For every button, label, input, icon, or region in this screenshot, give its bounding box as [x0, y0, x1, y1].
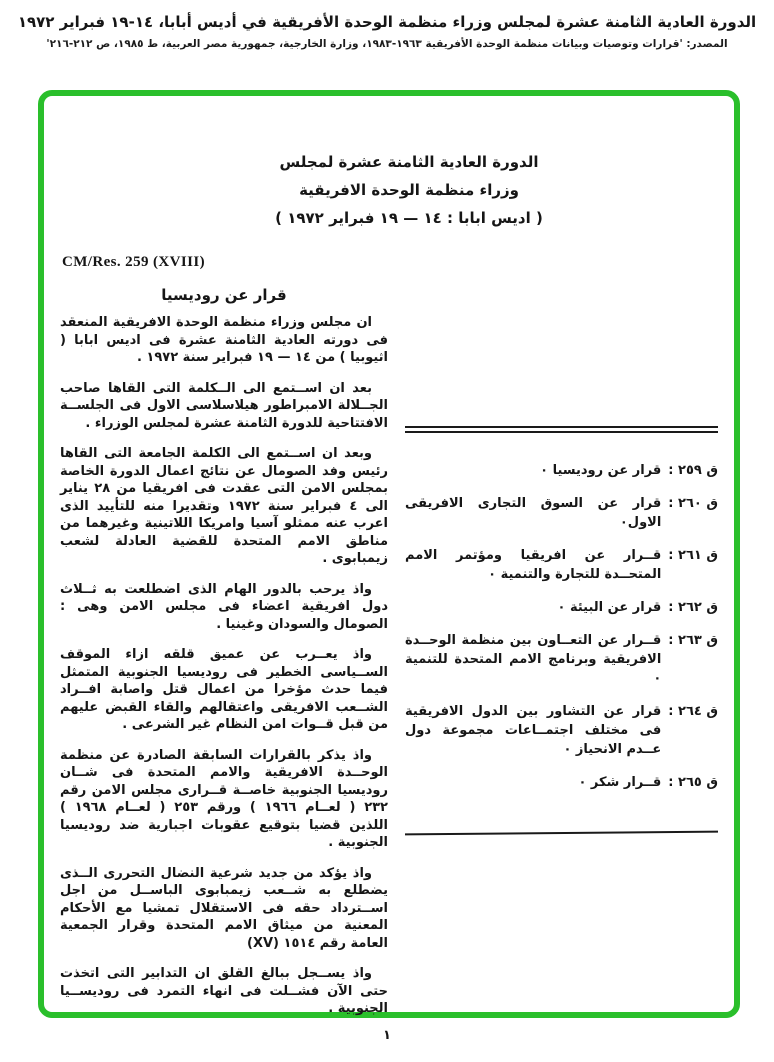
resolution-text: قرار عن روديسيا ٠ — [540, 463, 662, 478]
resolution-text: قــرار عن التعــاون بين منظمة الوحــدة الافريقية وبرنامج الامم المتحدة للتنمية ٠ — [405, 633, 662, 686]
resolution-entry — [405, 546, 718, 584]
paragraph-6: واذ يذكر بالقرارات السابقة الصادرة عن منظمة الوحــدة الافريقية والامم المتحدة فى شــان روديسيا الجنوبية خاصــة قــرارى مجلس الامن رقم ٢٣٢ ( لعــام ١٩٦٦ ) ورقم ٢٥٣ ( لعــام ١٩٦٨ ) اللذين قضيا بتوقيع عقوبات اجبارية ضد روديسيا الجنوبية . — [60, 747, 388, 850]
resolution-text: قــرار عن افريقيا ومؤتمر الامم المتحــدة للتجارة والتنمية ٠ — [405, 548, 662, 582]
resolution-entry — [405, 598, 718, 617]
paragraph-1: ان مجلس وزراء منظمة الوحدة الافريقية المنعقد فى دورته العادية الثامنة عشرة فى اديس ابابا ( اثيوبيا ) من ١٤ — ١٩ فبراير سنة ١٩٧٢ . — [60, 315, 388, 365]
resolution-number: ق ٢٦١ : — [668, 548, 718, 563]
resolution-entry — [405, 631, 718, 688]
paragraph-8: واذ يســجل ببالغ القلق ان التدابير التى اتخذت حتى الآن فشــلت فى انهاء التمرد فى روديســيا الجنوبية . — [60, 966, 388, 1016]
resolution-text: قرار عن البيئة ٠ — [557, 600, 662, 615]
resolution-number: ق ٢٦٥ : — [668, 775, 718, 790]
resolution-entry — [405, 461, 718, 480]
resolution-number: ق ٢٦٢ : — [668, 600, 718, 615]
resolution-number: ق ٢٦٤ : — [668, 704, 718, 719]
resolution-text: قــرار شكر ٠ — [578, 775, 662, 790]
page-header — [0, 13, 774, 50]
paragraph-3: وبعد ان اســتمع الى الكلمة الجامعة التى القاها رئيس وفد الصومال عن نتائج اعمال الدورة الخاصة بمجلس الامن التى عقدت فى افريقيا من ٢٨ يناير الى ٤ فبراير سنة ١٩٧٢ وتقديرا منه للتأييد الذى اعرب عنه ممثلو آسيا وامريكا اللاتينية وغيرهما من مناطق الامم المتحدة للقضية العادلة لشعب زيمبابوى . — [60, 446, 388, 566]
resolution-heading: قرار عن روديسيا — [161, 286, 287, 304]
divider-bottom — [405, 831, 718, 836]
document-frame — [38, 90, 740, 1018]
document-title — [104, 148, 714, 232]
resolution-text: قرار عن التشاور بين الدول الافريقية فى مختلف اجتمــاعات مجموعة دول عــدم الانحياز ٠ — [405, 704, 662, 757]
resolution-number: ق ٢٦٣ : — [668, 633, 718, 648]
header-line-2: المصدر: 'قرارات وتوصيات وبيانات منظمة الوحدة الأفريقية ١٩٦٣-١٩٨٣، وزارة الخارجية، جمهورية مصر العربية، ط ١٩٨٥، ص ٢١٢-٢١٦' — [46, 38, 728, 50]
header-line-1: الدورة العادية الثامنة عشرة لمجلس وزراء منظمة الوحدة الأفريقية في أديس أبابا، ١٤-١٩ فبراير ١٩٧٢ — [17, 13, 757, 31]
resolutions-panel — [405, 426, 718, 834]
page-number: ١ — [383, 1028, 391, 1043]
resolution-number: ق ٢٥٩ : — [668, 463, 718, 478]
paragraph-5: واذ يعــرب عن عميق قلقه ازاء الموقف الســياسى الخطير فى روديسيا الجنوبية المتمثل فيما حدث مؤخرا من اعمال قتل واصابة افــراد الشــعب الافريقى واعتقالهم والقاء القبض عليهم من قبل قــوات امن النظام غير الشرعى . — [60, 647, 388, 732]
resolution-entry — [405, 494, 718, 532]
title-line-2: وزراء منظمة الوحدة الافريقية — [299, 181, 519, 199]
resolution-entry — [405, 773, 718, 792]
paragraph-4: واذ يرحب بالدور الهام الذى اضطلعت به ثــلاث دول افريقية اعضاء فى مجلس الامن وهى : الصومال والسودان وغينيا . — [60, 581, 388, 632]
resolution-number: ق ٢٦٠ : — [668, 496, 718, 511]
paragraph-2: بعد ان اســتمع الى الــكلمة التى القاها صاحب الجــلالة الامبراطور هيلاسلاسى الاول فى الجلســة الافتتاحية للدورة الثامنة عشرة لمجلس الوزراء . — [60, 380, 388, 431]
resolution-body-column — [60, 314, 388, 1018]
resolution-entry — [405, 702, 718, 759]
title-line-3: ( اديس ابابا : ١٤ — ١٩ فبراير ١٩٧٢ ) — [275, 209, 543, 227]
resolution-text: قرار عن السوق التجارى الافريقى الاول٠ — [405, 496, 662, 530]
paragraph-7: واذ يؤكد من جديد شرعية النضال التحررى الــذى يضطلع به شــعب زيمبابوى الباســل من اجل اســترداد حقه فى الاستقلال تمشيا مع الأحكام المعنية من ميثاق الامم المتحدة وقرار الجمعية العامة رقم ١٥١٤ (XV) — [60, 865, 388, 951]
divider-top — [405, 426, 718, 433]
resolution-ref: CM/Res. 259 (XVIII) — [62, 254, 206, 270]
title-line-1: الدورة العادية الثامنة عشرة لمجلس — [279, 153, 539, 171]
